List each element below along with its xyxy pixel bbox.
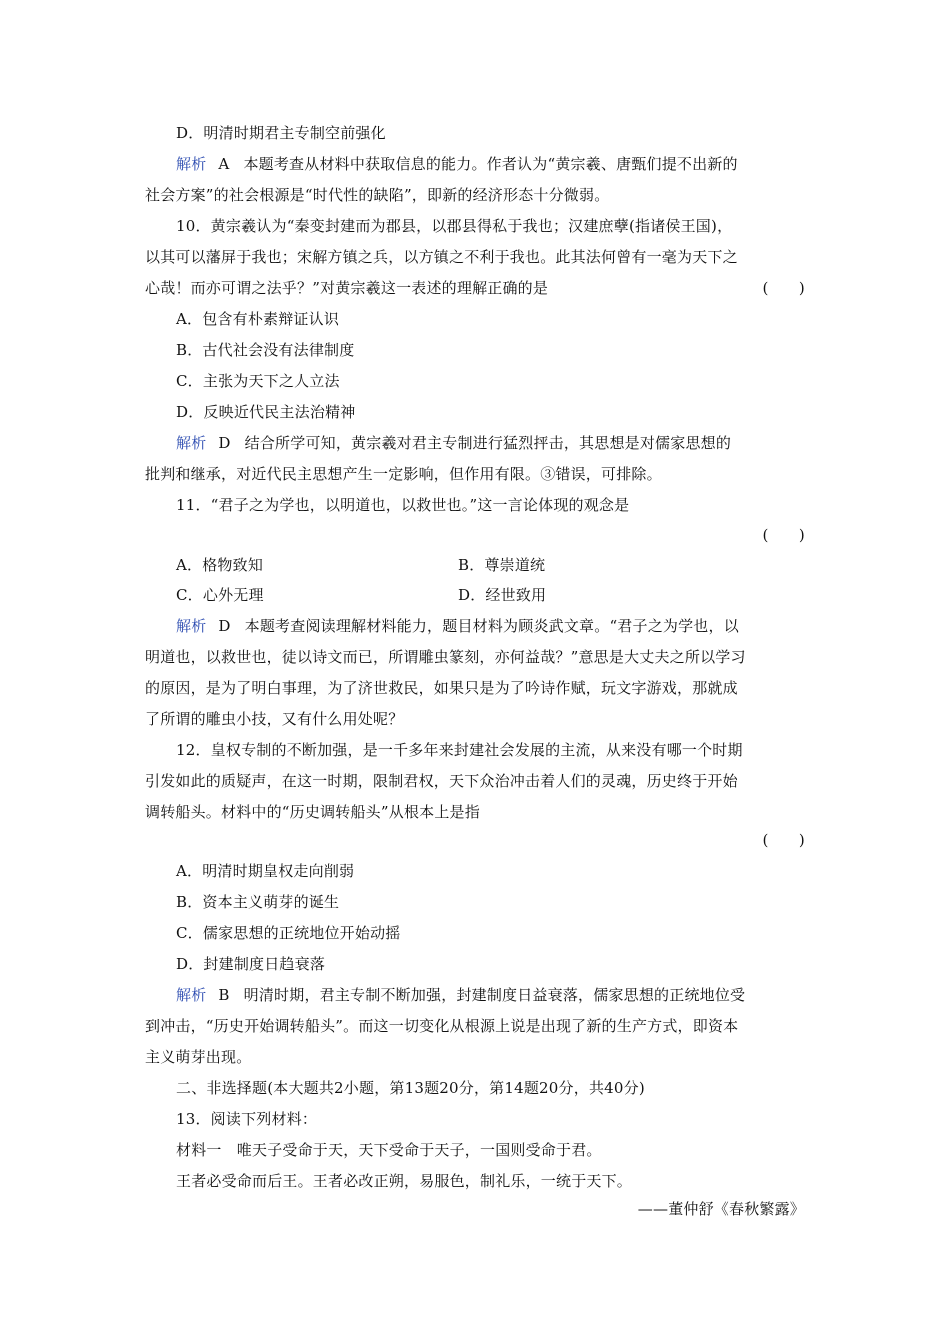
q12-analysis-line2: 到冲击，“历史开始调转船头”。而这一切变化从根源上说是出现了新的生产方式，即资本 <box>145 1017 739 1035</box>
q9-analysis-line1 <box>176 154 836 174</box>
q13-material1-line2: 王者必受命而后王。王者必改正朔，易服色，制礼乐，一统于天下。 <box>176 1172 633 1190</box>
q10-stem-line1: 10．黄宗羲认为“秦变封建而为郡县，以郡县得私于我也；汉建庶孽(指诸侯王国)， <box>176 217 733 235</box>
analysis-text: 本题考查从材料中获取信息的能力。作者认为“黄宗羲、唐甄们提不出新的 <box>243 155 738 173</box>
analysis-tag: 解析 <box>176 434 207 452</box>
q11-analysis-line1 <box>176 616 836 636</box>
q10-analysis-line2: 批判和继承，对近代民主思想产生一定影响，但作用有限。③错误，可排除。 <box>145 465 662 483</box>
analysis-answer: B <box>218 986 230 1004</box>
q13-stem: 13．阅读下列材料： <box>176 1110 318 1128</box>
analysis-text: 结合所学可知，黄宗羲对君主专制进行猛烈抨击，其思想是对儒家思想的 <box>244 434 732 452</box>
q9-analysis-line2: 社会方案”的社会根源是“时代性的缺陷”，即新的经济形态十分微弱。 <box>145 186 610 204</box>
q12-analysis-line3: 主义萌芽出现。 <box>145 1048 252 1066</box>
q11-answer-blank: ( ) <box>762 526 805 544</box>
q10-stem-line3: 心哉！而亦可谓之法乎？”对黄宗羲这一表述的理解正确的是 <box>145 279 549 297</box>
q10-option-b: B．古代社会没有法律制度 <box>176 341 355 359</box>
q11-option-d: D．经世致用 <box>458 586 547 604</box>
q11-option-b: B．尊崇道统 <box>458 556 546 574</box>
q10-analysis-line1 <box>176 433 836 453</box>
q10-option-a: A．包含有朴素辩证认识 <box>176 310 340 328</box>
section2-heading: 二、非选择题(本大题共2小题，第13题20分，第14题20分，共40分) <box>176 1079 645 1097</box>
q12-stem-line2: 引发如此的质疑声，在这一时期，限制君权，天下众治冲击着人们的灵魂，历史终于开始 <box>145 772 738 790</box>
q13-source: ——董仲舒《春秋繁露》 <box>637 1200 805 1218</box>
q11-analysis-line3: 的原因，是为了明白事理，为了济世救民，如果只是为了吟诗作赋，玩文字游戏，那就成 <box>145 679 738 697</box>
analysis-answer: D <box>218 434 231 452</box>
q10-option-d: D．反映近代民主法治精神 <box>176 403 356 421</box>
q10-option-c: C．主张为天下之人立法 <box>176 372 340 390</box>
analysis-answer: D <box>218 617 231 635</box>
analysis-answer: A <box>218 155 230 173</box>
q10-stem-line2: 以其可以藩屏于我也；宋解方镇之兵，以方镇之不利于我也。此其法何曾有一毫为天下之 <box>145 248 738 266</box>
q10-answer-blank: ( ) <box>762 279 805 297</box>
analysis-tag: 解析 <box>176 986 207 1004</box>
q13-material1-line1: 材料一 唯天子受命于天，天下受命于天子，一国则受命于君。 <box>176 1141 602 1159</box>
q12-analysis-line1 <box>176 985 836 1005</box>
q12-option-a: A．明清时期皇权走向削弱 <box>176 862 355 880</box>
q12-option-c: C．儒家思想的正统地位开始动摇 <box>176 924 401 942</box>
q12-stem-line1: 12．皇权专制的不断加强，是一千多年来封建社会发展的主流，从来没有哪一个时期 <box>176 741 743 759</box>
q12-stem-line3: 调转船头。材料中的“历史调转船头”从根本上是指 <box>145 803 480 821</box>
q11-stem: 11．“君子之为学也，以明道也，以救世也。”这一言论体现的观念是 <box>176 496 630 514</box>
analysis-text: 明清时期，君主专制不断加强，封建制度日益衰落，儒家思想的正统地位受 <box>243 986 746 1004</box>
q12-answer-blank: ( ) <box>762 831 805 849</box>
q11-option-c: C．心外无理 <box>176 586 264 604</box>
q12-option-b: B．资本主义萌芽的诞生 <box>176 893 340 911</box>
analysis-tag: 解析 <box>176 617 207 635</box>
q12-option-d: D．封建制度日趋衰落 <box>176 955 326 973</box>
q9-option-d: D．明清时期君主专制空前强化 <box>176 124 386 142</box>
q11-analysis-line2: 明道也，以救世也，徒以诗文而已，所谓雕虫篆刻，亦何益哉？”意思是大丈夫之所以学习 <box>145 648 746 666</box>
analysis-text: 本题考查阅读理解材料能力，题目材料为顾炎武文章。“君子之为学也，以 <box>244 617 739 635</box>
analysis-tag: 解析 <box>176 155 207 173</box>
q11-analysis-line4: 了所谓的雕虫小技，又有什么用处呢？ <box>145 710 404 728</box>
q11-option-a: A．格物致知 <box>176 556 264 574</box>
